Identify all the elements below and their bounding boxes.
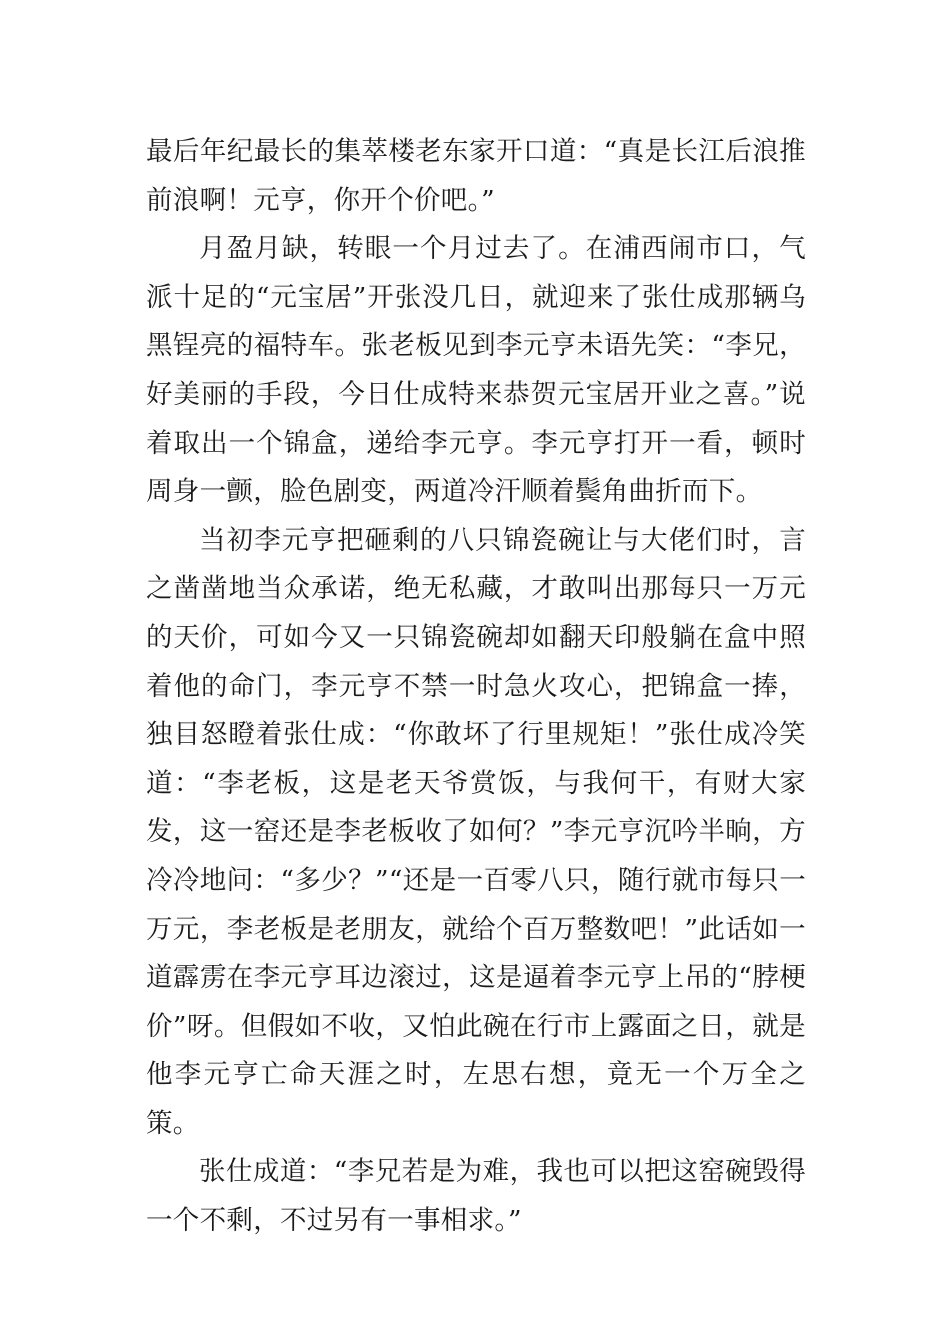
- paragraph-4: 张仕成道：“李兄若是为难，我也可以把这窑碗毁得一个不剩，不过另有一事相求。”: [146, 1156, 806, 1237]
- paragraph-3: 当初李元亨把砸剩的八只锦瓷碗让与大佬们时，言之凿凿地当众承诺，绝无私藏，才敢叫出那每只一万元的天价，可如今又一只锦瓷碗却如翻天印般躺在盒中照着他的命门，李元亨不禁一时急火攻心，把锦盒一捧，独目怒瞪着张仕成：“你敢坏了行里规矩！”张仕成冷笑道：“李老板，这是老天爷赏饭，与我何干，有财大家发，这一窑还是李老板收了如何？”李元亨沉吟半晌，方冷冷地问：“多少？”“还是一百零八只，随行就市每只一万元，李老板是老朋友，就给个百万整数吧！”此话如一道霹雳在李元亨耳边滚过，这是逼着李元亨上吊的“脖梗价”呀。但假如不收，又怕此碗在行市上露面之日，就是他李元亨亡命天涯之时，左思右想，竟无一个万全之策。: [146, 524, 806, 1139]
- body-text: [146, 128, 806, 1246]
- paragraph-2: 月盈月缺，转眼一个月过去了。在浦西闹市口，气派十足的“元宝居”开张没几日，就迎来了张仕成那辆乌黑锃亮的福特车。张老板见到李元亨未语先笑：“李兄，好美丽的手段，今日仕成特来恭贺元宝居开业之喜。”说着取出一个锦盒，递给李元亨。李元亨打开一看，顿时周身一颤，脸色剧变，两道冷汗顺着鬓角曲折而下。: [146, 233, 806, 508]
- paragraph-1: 最后年纪最长的集萃楼老东家开口道：“真是长江后浪推前浪啊！元亨，你开个价吧。”: [146, 136, 806, 216]
